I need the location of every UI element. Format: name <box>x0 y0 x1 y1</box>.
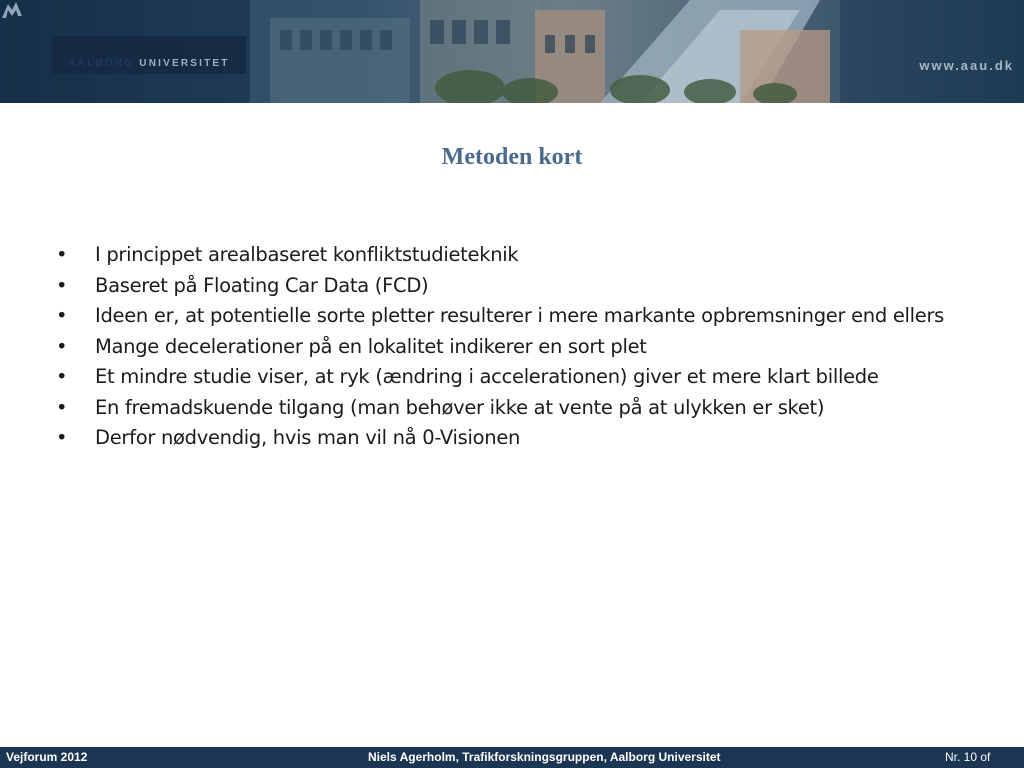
bullet-text: Ideen er, at potentielle sorte pletter resulterer i mere markante opbremsninger end ellers <box>95 304 945 327</box>
bullet-text: Mange decelerationer på en lokalitet indikerer en sort plet <box>95 334 647 358</box>
bullet-text: I princippet arealbaseret konfliktstudieteknik <box>95 243 519 266</box>
slide-title: Metoden kort <box>441 144 583 170</box>
bullet-text: Baseret på Floating Car Data (FCD) <box>95 273 429 297</box>
list-item <box>56 301 976 332</box>
list-item <box>56 423 976 454</box>
logo-text-aalborg: AALBORG <box>68 58 135 69</box>
bullet-icon: • <box>56 426 68 449</box>
list-item <box>56 271 976 302</box>
bullet-icon: • <box>56 243 68 266</box>
footer-bar <box>0 747 1024 768</box>
bullet-text: Et mindre studie viser, at ryk (ændring i accelerationen) giver et mere klart billede <box>95 365 879 388</box>
footer-author: Niels Agerholm, Trafikforskningsgruppen, Aalborg Universitet <box>368 750 721 764</box>
university-logo-text <box>52 58 246 69</box>
list-item <box>56 393 976 424</box>
bullet-icon: • <box>56 273 68 297</box>
bullet-icon: • <box>56 304 68 327</box>
list-item <box>56 240 976 271</box>
website-url: www.aau.dk <box>919 58 1014 73</box>
bullet-text: En fremadskuende tilgang (man behøver ikke at vente på at ulykken er sket) <box>95 395 825 419</box>
bullet-text: Derfor nødvendig, hvis man vil nå 0-Visionen <box>95 426 521 449</box>
bullet-icon: • <box>56 365 68 388</box>
header-banner <box>0 0 1024 103</box>
bullet-icon: • <box>56 395 68 419</box>
bullet-list <box>56 240 976 454</box>
university-seal-icon <box>0 0 26 20</box>
footer-page-number: Nr. 10 of <box>945 750 991 764</box>
footer-event: Vejforum 2012 <box>6 750 88 764</box>
logo-text-universitet: UNIVERSITET <box>139 58 230 69</box>
list-item <box>56 362 976 393</box>
bullet-icon: • <box>56 334 68 358</box>
list-item <box>56 332 976 363</box>
